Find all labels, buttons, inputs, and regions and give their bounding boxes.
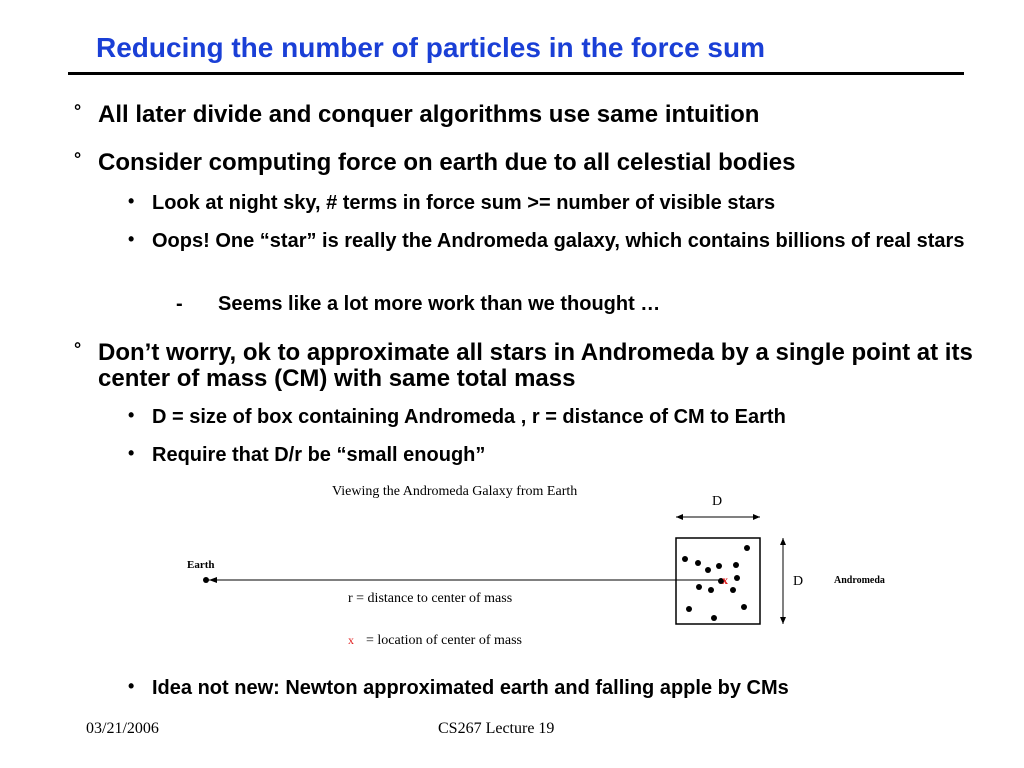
stars: [682, 545, 750, 621]
footer-date: 03/21/2006: [86, 720, 159, 737]
x-definition-marker: x: [348, 633, 354, 647]
center-of-mass-marker: x: [722, 573, 728, 587]
subbullet-text: Oops! One “star” is really the Andromeda galaxy, which contains billions of real stars: [152, 230, 965, 252]
andromeda-label: Andromeda: [834, 575, 885, 586]
star: [708, 587, 714, 593]
subbullet-marker: •: [128, 405, 135, 425]
subbullet-marker: •: [128, 443, 135, 463]
star: [734, 575, 740, 581]
subbullet-marker: •: [128, 676, 135, 696]
subsubbullet-text: Seems like a lot more work than we thought …: [218, 293, 661, 315]
subbullet-marker: •: [128, 229, 135, 249]
earth-label: Earth: [187, 559, 215, 571]
star: [696, 584, 702, 590]
subbullet-marker: •: [128, 191, 135, 211]
d-height-arrowhead-bottom: [780, 617, 786, 624]
r-definition: r = distance to center of mass: [348, 591, 513, 606]
star: [711, 615, 717, 621]
d-width-label: D: [712, 494, 723, 509]
d-width-arrowhead-right: [753, 514, 760, 520]
bullet-marker: °: [74, 101, 82, 121]
d-height-arrowhead-top: [780, 538, 786, 545]
star: [682, 556, 688, 562]
star: [741, 604, 747, 610]
star: [744, 545, 750, 551]
subbullet-text: Look at night sky, # terms in force sum >= number of visible stars: [152, 192, 776, 214]
bullet-text: Consider computing force on earth due to all celestial bodies: [98, 149, 796, 176]
subsubbullet-marker: -: [176, 293, 183, 315]
title-underline: [68, 72, 964, 75]
andromeda-diagram: [180, 476, 940, 666]
bullet-marker: °: [74, 339, 82, 359]
star: [705, 567, 711, 573]
star: [730, 587, 736, 593]
earth-arrowhead: [209, 577, 217, 583]
subbullet-text: Require that D/r be “small enough”: [152, 444, 486, 466]
bullet-text: All later divide and conquer algorithms use same intuition: [98, 101, 760, 128]
star: [686, 606, 692, 612]
bullet-text: Don’t worry, ok to approximate all stars in Andromeda by a single point at its center of mass (CM) with same total mass: [98, 339, 973, 392]
star: [716, 563, 722, 569]
diagram-title: Viewing the Andromeda Galaxy from Earth: [332, 484, 578, 499]
star: [695, 560, 701, 566]
subbullet-text: D = size of box containing Andromeda , r = distance of CM to Earth: [152, 406, 786, 428]
subbullet-text: Idea not new: Newton approximated earth and falling apple by CMs: [152, 677, 789, 699]
star: [733, 562, 739, 568]
bullet-marker: °: [74, 149, 82, 169]
slide-title: Reducing the number of particles in the force sum: [96, 32, 765, 63]
x-definition: = location of center of mass: [366, 633, 523, 648]
d-width-arrowhead-left: [676, 514, 683, 520]
d-height-label: D: [793, 574, 804, 589]
footer-course: CS267 Lecture 19: [438, 720, 555, 737]
